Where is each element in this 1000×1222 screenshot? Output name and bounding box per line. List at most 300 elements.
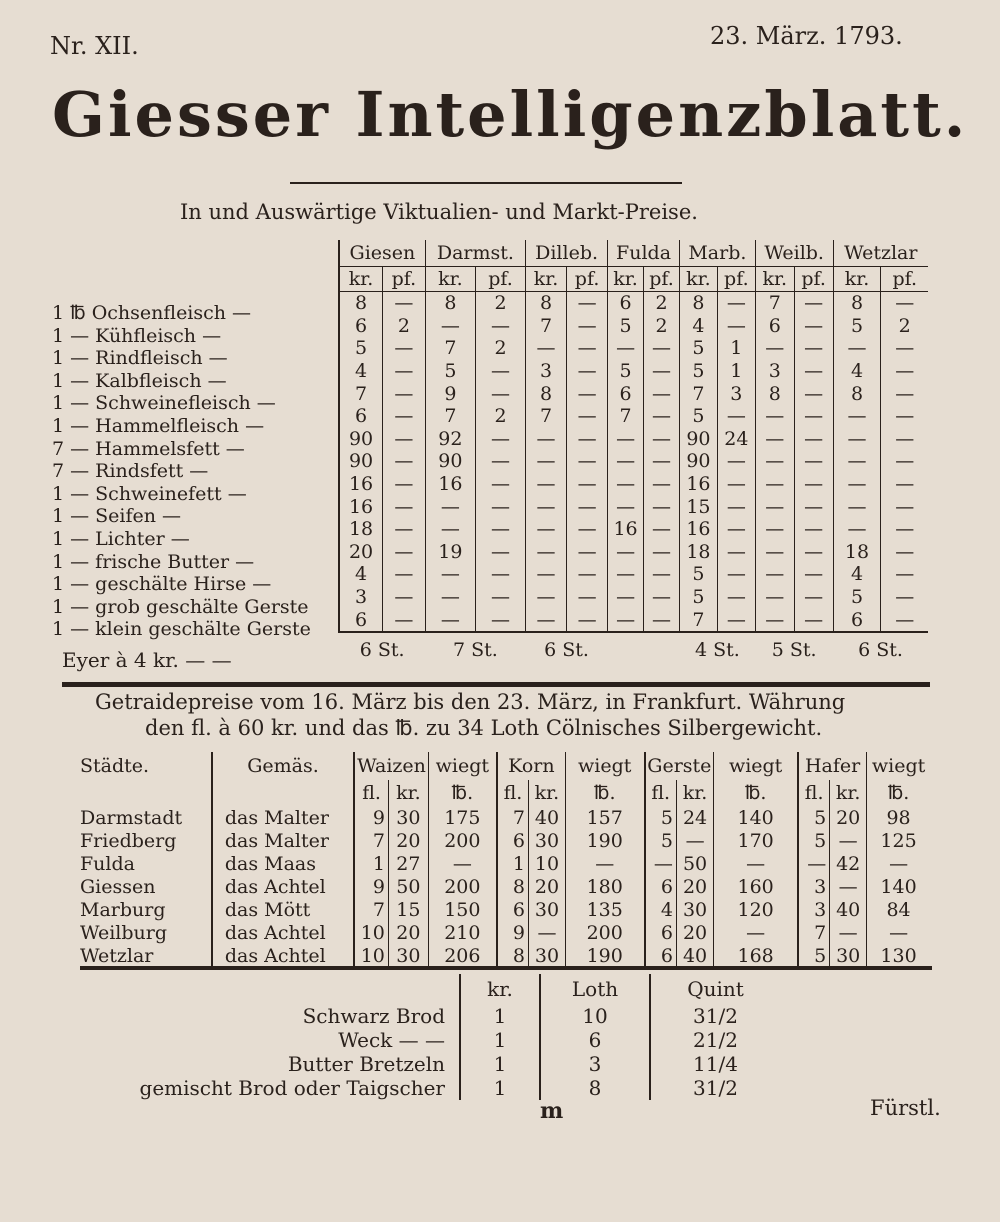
victuals-price-cell: 24 bbox=[717, 428, 755, 451]
victuals-price-cell: 8 bbox=[425, 292, 475, 315]
bread-quint: 21/2 bbox=[650, 1028, 780, 1052]
bread-kr: 1 bbox=[460, 1076, 540, 1100]
victuals-price-cell: — bbox=[567, 315, 608, 338]
bread-loth: 8 bbox=[540, 1076, 650, 1100]
victuals-price-cell: — bbox=[794, 405, 833, 428]
victuals-price-cell: — bbox=[833, 450, 881, 473]
grain-group-header: wiegt bbox=[565, 752, 644, 780]
grain-measure: das Achtel bbox=[212, 944, 354, 967]
victuals-price-cell: — bbox=[475, 518, 525, 541]
victuals-price-cell: — bbox=[383, 608, 426, 632]
grain-value-cell: — bbox=[714, 852, 798, 875]
victuals-item-label: 7 — Hammelsfett — bbox=[52, 437, 245, 460]
bread-item: gemischt Brod oder Taigscher bbox=[139, 1076, 445, 1100]
victuals-price-cell: — bbox=[383, 405, 426, 428]
grain-value-cell: — bbox=[645, 852, 677, 875]
victuals-price-cell: — bbox=[794, 473, 833, 496]
grain-value-cell: 30 bbox=[388, 806, 428, 829]
grain-value-cell: — bbox=[830, 875, 867, 898]
victuals-price-cell: 7 bbox=[526, 315, 567, 338]
victuals-price-cell: 7 bbox=[755, 292, 794, 315]
victuals-price-cell: 16 bbox=[339, 473, 383, 496]
victuals-price-cell: — bbox=[881, 292, 928, 315]
victuals-price-cell: — bbox=[425, 608, 475, 632]
bread-row bbox=[120, 1004, 780, 1028]
victuals-price-cell: — bbox=[526, 586, 567, 609]
grain-value-cell: 5 bbox=[798, 829, 830, 852]
victuals-price-cell: — bbox=[475, 608, 525, 632]
grain-value-cell: 175 bbox=[428, 806, 497, 829]
grain-row bbox=[80, 875, 930, 898]
bread-kr: 1 bbox=[460, 1028, 540, 1052]
grain-value-cell: 168 bbox=[714, 944, 798, 967]
victuals-price-cell: 6 bbox=[339, 405, 383, 428]
victuals-price-cell: — bbox=[475, 495, 525, 518]
grain-value-cell: 30 bbox=[529, 898, 566, 921]
victuals-price-cell: — bbox=[567, 518, 608, 541]
victuals-price-cell: 7 bbox=[679, 608, 717, 632]
victuals-price-cell: 7 bbox=[608, 405, 644, 428]
victuals-price-cell: — bbox=[794, 337, 833, 360]
grain-value-cell: 24 bbox=[676, 806, 713, 829]
grain-value-cell: 10 bbox=[354, 944, 388, 967]
victuals-price-cell: — bbox=[717, 608, 755, 632]
victuals-price-cell: — bbox=[608, 608, 644, 632]
victuals-city-header-row bbox=[339, 240, 928, 267]
grain-value-cell: 200 bbox=[565, 921, 644, 944]
victuals-price-cell: 6 bbox=[833, 608, 881, 632]
grain-value-cell: 1 bbox=[354, 852, 388, 875]
grain-value-cell: 170 bbox=[714, 829, 798, 852]
grain-value-cell: 130 bbox=[867, 944, 930, 967]
victuals-price-cell: — bbox=[567, 541, 608, 564]
victuals-price-cell: — bbox=[717, 405, 755, 428]
victuals-price-cell: — bbox=[567, 586, 608, 609]
grain-value-cell: — bbox=[676, 829, 713, 852]
victuals-price-cell: — bbox=[717, 586, 755, 609]
unit-lb: ℔. bbox=[867, 780, 930, 806]
victuals-price-cell: 2 bbox=[881, 315, 928, 338]
victuals-price-cell: — bbox=[526, 428, 567, 451]
victuals-city-header: Dilleb. bbox=[526, 240, 608, 267]
unit-spacer bbox=[212, 780, 354, 806]
grain-row bbox=[80, 806, 930, 829]
victuals-price-cell: — bbox=[833, 518, 881, 541]
section-rule bbox=[62, 682, 930, 687]
victuals-price-cell: — bbox=[526, 518, 567, 541]
victuals-price-cell: 18 bbox=[679, 541, 717, 564]
grain-value-cell: 30 bbox=[388, 944, 428, 967]
victuals-price-cell: — bbox=[755, 428, 794, 451]
victuals-price-cell: 2 bbox=[475, 337, 525, 360]
victuals-price-cell: — bbox=[794, 428, 833, 451]
eggs-count-cell bbox=[608, 632, 680, 667]
victuals-price-cell: — bbox=[755, 495, 794, 518]
victuals-price-cell: 8 bbox=[679, 292, 717, 315]
victuals-row bbox=[339, 450, 928, 473]
victuals-price-cell: — bbox=[794, 586, 833, 609]
grain-group-header: wiegt bbox=[714, 752, 798, 780]
victuals-price-cell: — bbox=[383, 450, 426, 473]
grain-value-cell: 20 bbox=[388, 829, 428, 852]
victuals-price-cell: 2 bbox=[383, 315, 426, 338]
grain-value-cell: 125 bbox=[867, 829, 930, 852]
grain-value-cell: 7 bbox=[798, 921, 830, 944]
victuals-price-cell: — bbox=[383, 518, 426, 541]
victuals-price-cell: 16 bbox=[679, 518, 717, 541]
grain-value-cell: 20 bbox=[388, 921, 428, 944]
grain-value-cell: 30 bbox=[529, 829, 566, 852]
victuals-price-cell: — bbox=[475, 315, 525, 338]
grain-value-cell: 190 bbox=[565, 829, 644, 852]
col-staedte: Städte. bbox=[80, 755, 150, 777]
victuals-price-cell: — bbox=[755, 563, 794, 586]
bread-row bbox=[120, 1052, 780, 1076]
victuals-price-cell: 18 bbox=[833, 541, 881, 564]
victuals-price-cell: 4 bbox=[833, 563, 881, 586]
grain-city: Wetzlar bbox=[80, 944, 154, 967]
victuals-price-cell: — bbox=[608, 428, 644, 451]
victuals-item-label: 1 — Lichter — bbox=[52, 528, 190, 550]
victuals-item-label: 1 — frische Butter — bbox=[52, 550, 255, 573]
victuals-price-cell: 90 bbox=[339, 428, 383, 451]
grain-row bbox=[80, 829, 930, 852]
grain-value-cell: — bbox=[529, 921, 566, 944]
victuals-price-cell: 16 bbox=[608, 518, 644, 541]
victuals-price-cell: — bbox=[644, 428, 680, 451]
victuals-price-cell: 90 bbox=[679, 450, 717, 473]
victuals-price-cell: 7 bbox=[425, 405, 475, 428]
victuals-price-cell: — bbox=[794, 360, 833, 383]
grain-value-cell: 3 bbox=[798, 875, 830, 898]
victuals-item-label: 1 — geschälte Hirse — bbox=[52, 573, 272, 596]
victuals-price-cell: — bbox=[881, 473, 928, 496]
victuals-price-cell: 16 bbox=[339, 495, 383, 518]
victuals-row bbox=[339, 541, 928, 564]
bread-item: Weck — — bbox=[338, 1028, 445, 1052]
victuals-price-cell: — bbox=[881, 337, 928, 360]
victuals-heading: In und Auswärtige Viktualien- und Markt-Preise. bbox=[180, 200, 698, 224]
victuals-price-cell: — bbox=[567, 428, 608, 451]
victuals-price-cell: — bbox=[833, 337, 881, 360]
grain-value-cell: 6 bbox=[497, 829, 529, 852]
victuals-price-cell: 8 bbox=[526, 382, 567, 405]
victuals-price-cell: — bbox=[644, 563, 680, 586]
victuals-price-cell: — bbox=[755, 586, 794, 609]
victuals-item-label: 1 — Seifen — bbox=[52, 505, 182, 528]
grain-value-cell: 206 bbox=[428, 944, 497, 967]
bread-col-header: Loth bbox=[540, 974, 650, 1004]
grain-header-row bbox=[80, 752, 930, 780]
grain-value-cell: 6 bbox=[645, 875, 677, 898]
victuals-row bbox=[339, 586, 928, 609]
victuals-row bbox=[339, 337, 928, 360]
victuals-price-cell: 15 bbox=[679, 495, 717, 518]
victuals-price-cell: 6 bbox=[339, 315, 383, 338]
grain-heading-line1: Getraidepreise vom 16. März bis den 23. März, in Frankfurt. Währung bbox=[95, 690, 846, 714]
victuals-price-cell: — bbox=[833, 405, 881, 428]
victuals-price-cell: 7 bbox=[679, 382, 717, 405]
victuals-row bbox=[339, 360, 928, 383]
victuals-price-cell: — bbox=[608, 563, 644, 586]
unit-fl: fl. bbox=[645, 780, 677, 806]
victuals-price-cell: — bbox=[425, 563, 475, 586]
victuals-price-cell: — bbox=[881, 428, 928, 451]
victuals-price-cell: — bbox=[644, 450, 680, 473]
victuals-price-cell: — bbox=[608, 473, 644, 496]
bread-item: Butter Bretzeln bbox=[287, 1052, 445, 1076]
victuals-price-cell: — bbox=[526, 450, 567, 473]
victuals-price-cell: — bbox=[794, 450, 833, 473]
victuals-row bbox=[339, 608, 928, 632]
victuals-unit-header: kr. bbox=[526, 267, 567, 292]
grain-city: Marburg bbox=[80, 898, 166, 921]
grain-value-cell: 200 bbox=[428, 875, 497, 898]
grain-value-cell: 140 bbox=[714, 806, 798, 829]
victuals-price-cell: — bbox=[755, 450, 794, 473]
grain-value-cell: 15 bbox=[388, 898, 428, 921]
bread-loth: 3 bbox=[540, 1052, 650, 1076]
grain-value-cell: 7 bbox=[354, 898, 388, 921]
victuals-price-cell: — bbox=[717, 495, 755, 518]
victuals-price-cell: — bbox=[794, 315, 833, 338]
grain-city: Darmstadt bbox=[80, 806, 183, 829]
victuals-item-label: 1 ℔ Ochsenfleisch — bbox=[52, 302, 252, 324]
victuals-unit-header: kr. bbox=[755, 267, 794, 292]
grain-value-cell: 40 bbox=[676, 944, 713, 967]
grain-value-cell: 9 bbox=[354, 806, 388, 829]
bread-quint: 31/2 bbox=[650, 1004, 780, 1028]
victuals-price-cell: — bbox=[755, 473, 794, 496]
grain-city: Giessen bbox=[80, 875, 156, 898]
victuals-price-cell: 8 bbox=[339, 292, 383, 315]
victuals-price-cell: — bbox=[383, 360, 426, 383]
victuals-price-cell: — bbox=[794, 495, 833, 518]
victuals-price-cell: 20 bbox=[339, 541, 383, 564]
victuals-price-cell: — bbox=[383, 473, 426, 496]
grain-value-cell: 6 bbox=[645, 944, 677, 967]
victuals-unit-header: pf. bbox=[644, 267, 680, 292]
grain-value-cell: 120 bbox=[714, 898, 798, 921]
victuals-price-cell: — bbox=[755, 337, 794, 360]
victuals-price-cell: — bbox=[526, 608, 567, 632]
unit-fl: fl. bbox=[798, 780, 830, 806]
victuals-price-table bbox=[338, 240, 928, 667]
victuals-price-cell: — bbox=[475, 563, 525, 586]
victuals-price-cell: 16 bbox=[679, 473, 717, 496]
victuals-price-cell: 5 bbox=[679, 360, 717, 383]
grain-measure: das Malter bbox=[212, 829, 354, 852]
eggs-row bbox=[339, 632, 928, 667]
grain-unit-row bbox=[80, 780, 930, 806]
victuals-unit-header-row bbox=[339, 267, 928, 292]
unit-fl: fl. bbox=[497, 780, 529, 806]
victuals-row bbox=[339, 563, 928, 586]
victuals-price-cell: — bbox=[794, 541, 833, 564]
victuals-price-cell: — bbox=[567, 405, 608, 428]
grain-measure: das Mött bbox=[212, 898, 354, 921]
victuals-price-cell: — bbox=[881, 405, 928, 428]
victuals-price-cell: 90 bbox=[679, 428, 717, 451]
victuals-price-cell: — bbox=[567, 292, 608, 315]
victuals-item-label: 1 — Hammelfleisch — bbox=[52, 415, 265, 437]
victuals-price-cell: — bbox=[881, 382, 928, 405]
victuals-price-cell: — bbox=[383, 586, 426, 609]
victuals-unit-header: pf. bbox=[567, 267, 608, 292]
victuals-row bbox=[339, 428, 928, 451]
victuals-price-cell: — bbox=[567, 360, 608, 383]
victuals-price-cell: — bbox=[833, 495, 881, 518]
grain-group-header: wiegt bbox=[867, 752, 930, 780]
bread-item: Schwarz Brod bbox=[302, 1004, 445, 1028]
eggs-count-cell: 6 St. bbox=[526, 632, 608, 667]
victuals-unit-header: pf. bbox=[794, 267, 833, 292]
masthead-rule bbox=[290, 182, 682, 184]
victuals-row bbox=[339, 495, 928, 518]
victuals-price-cell: 4 bbox=[679, 315, 717, 338]
victuals-price-cell: — bbox=[608, 541, 644, 564]
victuals-price-cell: 2 bbox=[644, 292, 680, 315]
victuals-price-cell: — bbox=[881, 586, 928, 609]
bread-loth: 6 bbox=[540, 1028, 650, 1052]
victuals-price-cell: — bbox=[717, 450, 755, 473]
grain-value-cell: 9 bbox=[354, 875, 388, 898]
victuals-price-cell: — bbox=[794, 563, 833, 586]
victuals-price-cell: — bbox=[717, 315, 755, 338]
victuals-price-cell: 5 bbox=[679, 586, 717, 609]
grain-measure: das Achtel bbox=[212, 921, 354, 944]
victuals-unit-header: pf. bbox=[475, 267, 525, 292]
victuals-city-header: Giesen bbox=[339, 240, 425, 267]
unit-kr: kr. bbox=[529, 780, 566, 806]
victuals-price-cell: — bbox=[425, 315, 475, 338]
victuals-price-cell: 2 bbox=[475, 292, 525, 315]
victuals-row bbox=[339, 473, 928, 496]
catchword: Fürstl. bbox=[870, 1096, 941, 1120]
victuals-price-cell: — bbox=[475, 473, 525, 496]
grain-value-cell: — bbox=[867, 852, 930, 875]
victuals-price-cell: — bbox=[794, 518, 833, 541]
bread-item-header bbox=[120, 974, 460, 1004]
bread-price-table bbox=[120, 974, 780, 1100]
victuals-price-cell: — bbox=[567, 382, 608, 405]
eggs-label: Eyer à 4 kr. — — bbox=[62, 648, 232, 672]
victuals-price-cell: 6 bbox=[339, 608, 383, 632]
grain-group-header: wiegt bbox=[428, 752, 497, 780]
grain-value-cell: 140 bbox=[867, 875, 930, 898]
victuals-price-cell: 5 bbox=[833, 586, 881, 609]
victuals-price-cell: — bbox=[881, 563, 928, 586]
grain-value-cell: 10 bbox=[529, 852, 566, 875]
victuals-price-cell: — bbox=[644, 337, 680, 360]
grain-value-cell: 27 bbox=[388, 852, 428, 875]
victuals-price-cell: — bbox=[526, 563, 567, 586]
unit-spacer bbox=[80, 780, 212, 806]
victuals-city-header: Fulda bbox=[608, 240, 680, 267]
victuals-price-cell: 4 bbox=[339, 563, 383, 586]
grain-measure: das Achtel bbox=[212, 875, 354, 898]
grain-value-cell: 10 bbox=[354, 921, 388, 944]
victuals-price-cell: 4 bbox=[339, 360, 383, 383]
grain-value-cell: 3 bbox=[798, 898, 830, 921]
victuals-price-cell: 7 bbox=[526, 405, 567, 428]
victuals-price-cell: 5 bbox=[833, 315, 881, 338]
victuals-price-cell: — bbox=[881, 495, 928, 518]
grain-city: Fulda bbox=[80, 852, 135, 875]
victuals-price-cell: — bbox=[644, 608, 680, 632]
victuals-price-cell: — bbox=[833, 473, 881, 496]
victuals-price-cell: 6 bbox=[608, 382, 644, 405]
eggs-count-cell: 6 St. bbox=[833, 632, 928, 667]
bread-kr: 1 bbox=[460, 1052, 540, 1076]
victuals-unit-header: pf. bbox=[383, 267, 426, 292]
victuals-price-cell: — bbox=[567, 495, 608, 518]
victuals-price-cell: 1 bbox=[717, 360, 755, 383]
victuals-price-cell: — bbox=[567, 608, 608, 632]
grain-value-cell: 157 bbox=[565, 806, 644, 829]
victuals-price-cell: 5 bbox=[679, 563, 717, 586]
victuals-item-label: 1 — Kalbfleisch — bbox=[52, 369, 227, 392]
grain-value-cell: — bbox=[830, 921, 867, 944]
victuals-price-cell: — bbox=[425, 518, 475, 541]
unit-fl: fl. bbox=[354, 780, 388, 806]
victuals-price-cell: — bbox=[608, 450, 644, 473]
grain-value-cell: 1 bbox=[497, 852, 529, 875]
victuals-price-cell: 5 bbox=[679, 405, 717, 428]
victuals-price-cell: — bbox=[475, 541, 525, 564]
eggs-count-cell: 6 St. bbox=[339, 632, 425, 667]
grain-value-cell: 5 bbox=[645, 806, 677, 829]
unit-kr: kr. bbox=[830, 780, 867, 806]
eggs-count-cell: 4 St. bbox=[679, 632, 755, 667]
grain-value-cell: 210 bbox=[428, 921, 497, 944]
grain-value-cell: 30 bbox=[529, 944, 566, 967]
victuals-price-cell: 9 bbox=[425, 382, 475, 405]
victuals-price-cell: — bbox=[526, 495, 567, 518]
victuals-price-cell: 3 bbox=[339, 586, 383, 609]
eggs-count-cell: 5 St. bbox=[755, 632, 833, 667]
victuals-price-cell: — bbox=[475, 360, 525, 383]
victuals-item-label: 1 — Schweinefleisch — bbox=[52, 392, 276, 415]
eggs-count-cell: 7 St. bbox=[425, 632, 525, 667]
victuals-price-cell: 19 bbox=[425, 541, 475, 564]
grain-value-cell: 180 bbox=[565, 875, 644, 898]
grain-value-cell: 20 bbox=[676, 875, 713, 898]
victuals-price-cell: — bbox=[644, 495, 680, 518]
grain-row bbox=[80, 921, 930, 944]
grain-value-cell: 200 bbox=[428, 829, 497, 852]
victuals-price-cell: — bbox=[567, 563, 608, 586]
victuals-price-cell: — bbox=[755, 541, 794, 564]
grain-value-cell: 5 bbox=[798, 806, 830, 829]
victuals-price-cell: — bbox=[644, 518, 680, 541]
victuals-price-cell: — bbox=[644, 586, 680, 609]
victuals-item-label: 1 — klein geschälte Gerste bbox=[52, 618, 311, 641]
victuals-price-cell: — bbox=[383, 292, 426, 315]
bread-loth: 10 bbox=[540, 1004, 650, 1028]
victuals-item-label: 1 — Kühfleisch — bbox=[52, 324, 222, 347]
victuals-price-cell: 6 bbox=[608, 292, 644, 315]
grain-group-header: Hafer bbox=[798, 752, 867, 780]
grain-value-cell: 50 bbox=[388, 875, 428, 898]
victuals-price-cell: — bbox=[526, 337, 567, 360]
grain-bottom-rule bbox=[80, 966, 932, 970]
victuals-price-cell: 8 bbox=[833, 382, 881, 405]
issue-number: Nr. XII. bbox=[50, 32, 139, 60]
grain-value-cell: 40 bbox=[529, 806, 566, 829]
victuals-price-cell: — bbox=[475, 382, 525, 405]
victuals-city-header: Marb. bbox=[679, 240, 755, 267]
